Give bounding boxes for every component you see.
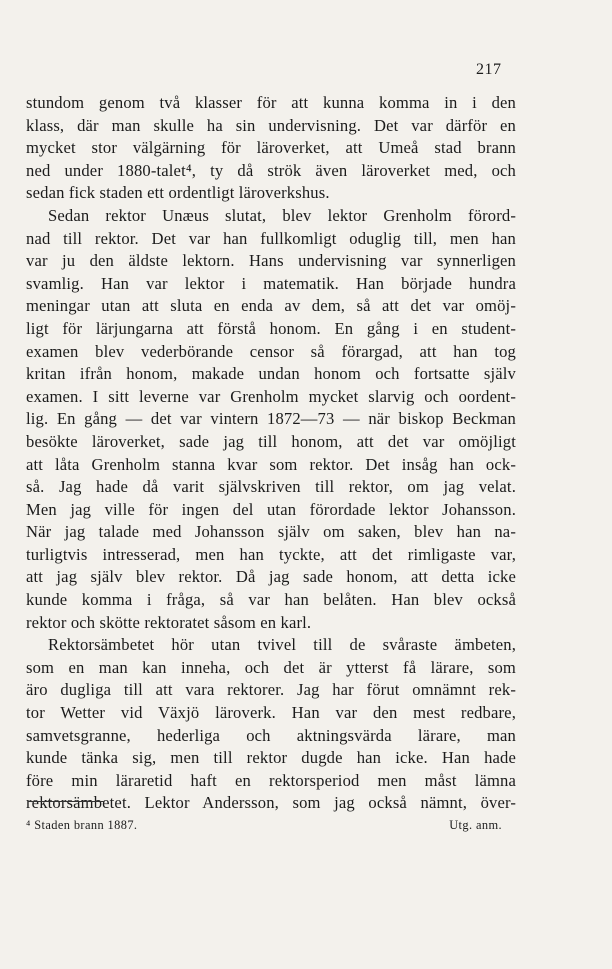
- footnote-divider: [28, 801, 104, 802]
- text-line: kritan ifrån honom, makade undan honom och fortsatte själv: [26, 364, 516, 384]
- text-line: rektorsämbetet. Lektor Andersson, som jag också nämnt, över-: [26, 793, 516, 813]
- text-line: ligt för lärjungarna att förstå honom. En gång i en student-: [26, 318, 516, 338]
- text-line: sedan fick staden ett ordentligt läroverkshus.: [26, 183, 330, 203]
- text-line: rektor och skötte rektoratet såsom en karl.: [26, 612, 312, 632]
- text-line: Rektorsämbetet hör utan tvivel till de svåraste ämbeten,: [48, 635, 516, 655]
- text-line: så. Jag hade då varit självskriven till rektor, om jag velat.: [26, 477, 516, 497]
- text-line: som en man kan inneha, och det är ytterst få lärare, som: [26, 657, 516, 677]
- text-line: meningar utan att sluta en enda av dem, så att det var omöj-: [26, 296, 516, 316]
- text-line: examen blev vederbörande censor så förargad, att han tog: [26, 341, 516, 361]
- text-line: Sedan rektor Unæus slutat, blev lektor Grenholm förord-: [48, 205, 516, 225]
- text-line: att låta Grenholm stanna kvar som rektor. Det insåg han ock-: [26, 454, 516, 474]
- text-line: tor Wetter vid Växjö läroverk. Han var den mest redbare,: [26, 703, 516, 723]
- text-line: samvetsgranne, hederliga och aktningsvärda lärare, man: [26, 725, 516, 745]
- footnote-editor-note: Utg. anm.: [449, 818, 502, 832]
- text-line: äro dugliga till att vara rektorer. Jag har förut omnämnt rek-: [26, 680, 516, 700]
- text-line: före min läraretid haft en rektorsperiod men måst lämna: [26, 770, 516, 790]
- text-line: lig. En gång — det var vintern 1872—73 — när biskop Beckman: [26, 409, 516, 429]
- text-line: att jag själv blev rektor. Då jag sade honom, att detta icke: [26, 567, 516, 587]
- text-line: kunde komma i fråga, så var han belåten. Han blev också: [26, 590, 516, 610]
- footnote: [26, 818, 502, 833]
- text-line: klass, där man skulle ha sin undervisning. Det var därför en: [26, 115, 516, 135]
- text-line: nad till rektor. Det var han fullkomligt oduglig till, men han: [26, 228, 516, 248]
- text-line: kunde tänka sig, men till rektor dugde han icke. Han hade: [26, 748, 516, 768]
- text-line: var ju den äldste lektorn. Hans undervisning var synnerligen: [26, 251, 516, 271]
- text-line: Men jag ville för ingen del utan förordade lektor Johansson.: [26, 499, 516, 519]
- text-line: ned under 1880-talet⁴, ty då strök även läroverket med, och: [26, 160, 516, 180]
- text-line: examen. I sitt leverne var Grenholm mycket slarvig och oordent-: [26, 386, 516, 406]
- text-line: stundom genom två klasser för att kunna komma in i den: [26, 93, 516, 112]
- text-line: mycket stor välgärning för läroverket, att Umeå stad brann: [26, 138, 516, 158]
- text-line: turligtvis intresserad, men han tyckte, att det rimligaste var,: [26, 544, 516, 564]
- text-line: besökte läroverket, sade jag till honom, att det var omöjligt: [26, 431, 516, 451]
- footnote-text: ⁴ Staden brann 1887.: [26, 818, 138, 832]
- text-line: När jag talade med Johansson själv om saken, blev han na-: [26, 522, 516, 542]
- page-number: 217: [476, 61, 502, 78]
- text-line: svamlig. Han var lektor i matematik. Han började hundra: [26, 273, 516, 293]
- body-text: [26, 92, 516, 815]
